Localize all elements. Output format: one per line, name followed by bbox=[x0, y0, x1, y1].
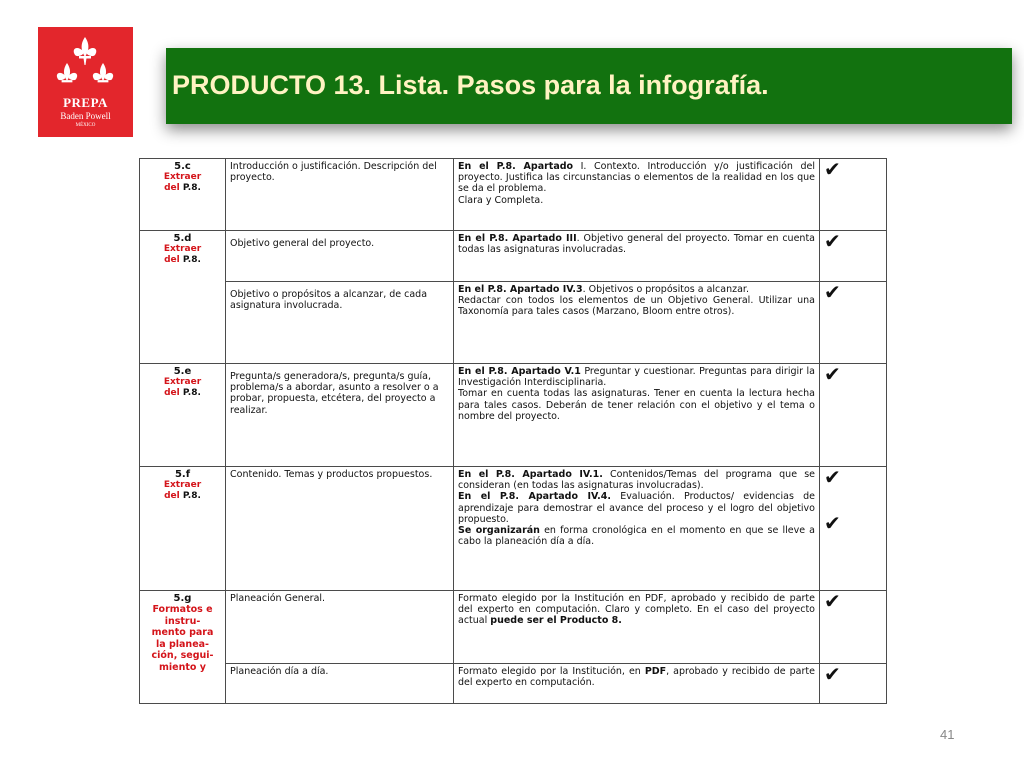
description-cell: Formato elegido por la Institución, en PDF, aprobado y recibido de parte del experto en computación. bbox=[454, 664, 820, 704]
logo-subname: Baden Powell bbox=[60, 111, 111, 121]
step-code-cell bbox=[140, 364, 226, 467]
table-row bbox=[140, 159, 887, 231]
check-cell bbox=[820, 159, 887, 231]
page-number: 41 bbox=[940, 727, 955, 742]
description-cell: En el P.8. Apartado IV.1. Contenidos/Temas del programa que se consideran (en todas las asignaturas involucradas). En el P.8. Apartado IV.4. Evaluación. Productos/ evidencias de aprendizaje para demostrar el avance del proceso y el logro del objetivo propuesto. Se organizarán en forma cronológica en el momento en que se lleve a cabo la planeación día a día. bbox=[454, 467, 820, 591]
description-cell: En el P.8. Apartado IV.3. Objetivos o propósitos a alcanzar. Redactar con todos los elementos de un Objetivo General. Utilizar una Taxonomía para tales casos (Marzano, Bloom entre otros). bbox=[454, 282, 820, 364]
fleur-de-lis-icon bbox=[53, 35, 118, 93]
step-ref: P.8. bbox=[182, 388, 201, 399]
check-cell bbox=[820, 591, 887, 664]
step-instruction: Extraer bbox=[163, 480, 202, 491]
prepa-logo bbox=[38, 27, 133, 137]
checkmark-icon: ✔ bbox=[824, 230, 841, 253]
element-cell: Introducción o justificación. Descripción del proyecto. bbox=[226, 159, 454, 231]
table-row bbox=[140, 282, 887, 364]
description-cell: En el P.8. Apartado I. Contexto. Introducción y/o justificación del proyecto. Justifica las circunstancias o elementos de la realidad en los que se da el problema. Clara y Completa. bbox=[454, 159, 820, 231]
step-instruction: del bbox=[164, 388, 180, 399]
check-cell bbox=[820, 467, 887, 591]
page-title: PRODUCTO 13. Lista. Pasos para la infografía. bbox=[172, 70, 769, 100]
steps-table bbox=[139, 158, 887, 704]
step-code-cell bbox=[140, 231, 226, 364]
element-cell: Pregunta/s generadora/s, pregunta/s guía, problema/s a abordar, asunto a resolver o a probar, propuesta, etcétera, del proyecto a realizar. bbox=[226, 364, 454, 467]
element-cell: Planeación General. bbox=[226, 591, 454, 664]
checkmark-icon: ✔ bbox=[824, 363, 841, 386]
check-cell bbox=[820, 231, 887, 282]
description-cell: En el P.8. Apartado V.1 Preguntar y cuestionar. Preguntas para dirigir la Investigación Interdisciplinaria. Tomar en cuenta todas las asignaturas. Tener en cuenta la lectura hecha para tales casos. Deberán de tener relación con el objetivo y el tema o nombre del proyecto. bbox=[454, 364, 820, 467]
checkmark-icon: ✔ bbox=[824, 466, 841, 489]
step-code-cell bbox=[140, 591, 226, 704]
step-ref: P.8. bbox=[182, 491, 201, 502]
step-ref: P.8. bbox=[182, 183, 201, 194]
check-cell bbox=[820, 364, 887, 467]
table-row bbox=[140, 664, 887, 704]
step-code: 5.c bbox=[174, 161, 191, 172]
step-instruction: Extraer bbox=[163, 244, 202, 255]
step-code: 5.g bbox=[173, 593, 192, 604]
logo-name: PREPA bbox=[63, 95, 108, 110]
step-code: 5.f bbox=[174, 469, 191, 480]
element-cell: Contenido. Temas y productos propuestos. bbox=[226, 467, 454, 591]
step-instruction: Formatos e instru-mento para la planea-ción, segui-miento y bbox=[151, 604, 214, 673]
checkmark-icon: ✔ bbox=[824, 158, 841, 181]
table-row bbox=[140, 364, 887, 467]
description-cell: Formato elegido por la Institución en PDF, aprobado y recibido de parte del experto en computación. Claro y completo. En el caso del proyecto actual puede ser el Producto 8. bbox=[454, 591, 820, 664]
step-code-cell bbox=[140, 159, 226, 231]
description-cell: En el P.8. Apartado III. Objetivo general del proyecto. Tomar en cuenta todas las asignaturas involucradas. bbox=[454, 231, 820, 282]
element-cell: Planeación día a día. bbox=[226, 664, 454, 704]
table-row bbox=[140, 467, 887, 591]
step-ref: P.8. bbox=[182, 255, 201, 266]
checkmark-icon: ✔ bbox=[824, 590, 841, 613]
check-cell bbox=[820, 282, 887, 364]
logo-country: MÉXICO bbox=[75, 123, 96, 128]
checkmark-icon: ✔ bbox=[824, 511, 841, 535]
step-code: 5.e bbox=[173, 366, 192, 377]
check-cell bbox=[820, 664, 887, 704]
step-code: 5.d bbox=[173, 233, 192, 244]
step-instruction: Extraer bbox=[163, 377, 202, 388]
step-instruction: del bbox=[164, 491, 180, 502]
title-banner bbox=[166, 48, 1012, 124]
checkmark-icon: ✔ bbox=[824, 663, 841, 686]
element-cell: Objetivo general del proyecto. bbox=[226, 231, 454, 282]
table-row bbox=[140, 591, 887, 664]
step-instruction: del bbox=[164, 183, 180, 194]
element-cell: Objetivo o propósitos a alcanzar, de cada asignatura involucrada. bbox=[226, 282, 454, 364]
step-code-cell bbox=[140, 467, 226, 591]
checkmark-icon: ✔ bbox=[824, 281, 841, 304]
step-instruction: del bbox=[164, 255, 180, 266]
table-row bbox=[140, 231, 887, 282]
step-instruction: Extraer bbox=[163, 172, 202, 183]
